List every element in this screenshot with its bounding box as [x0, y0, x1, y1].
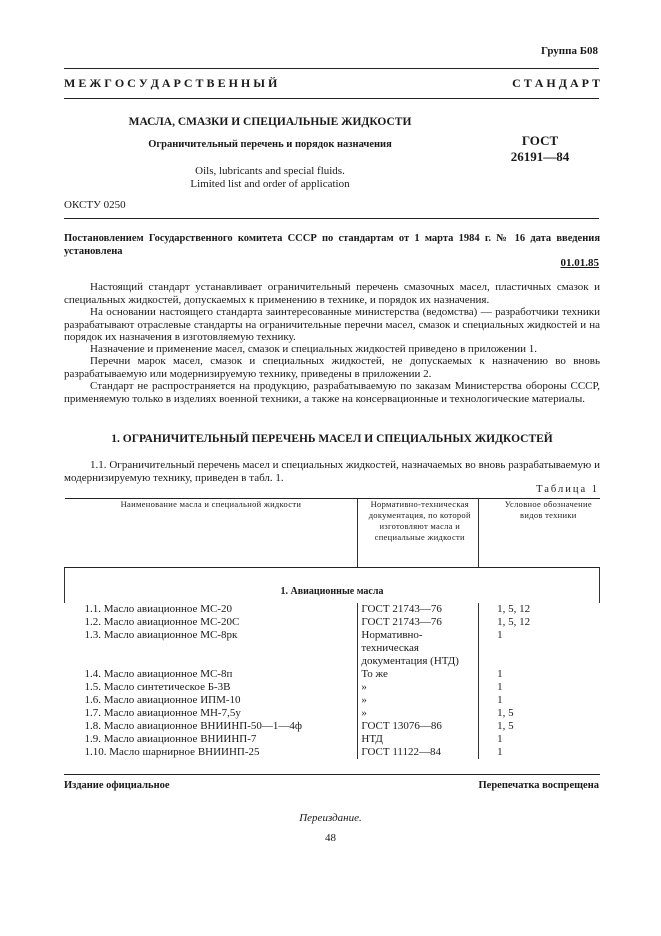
reprint-notice: Перепечатка воспрещена [478, 780, 599, 791]
cell-document: То же [358, 668, 479, 681]
table-caption: Таблица 1 [536, 484, 599, 495]
table-row [65, 733, 600, 746]
paragraph: Настоящий стандарт устанавливает ограничительный перечень смазочных масел, пластичных смазок и специальных жидкостей, допускаемых к применению в технике, и порядок их назначения. [64, 281, 600, 306]
cell-code: 1, 5, 12 [497, 603, 531, 615]
cell-name: 1.4. Масло авиационное МС-8п [84, 668, 233, 680]
cell-code: 1 [497, 694, 503, 706]
lubricants-table [64, 498, 600, 759]
cell-document: ГОСТ 11122—84 [358, 746, 479, 759]
cell-name: 1.3. Масло авиационное МС-8рк [84, 629, 238, 641]
standard-title: МАСЛА, СМАЗКИ И СПЕЦИАЛЬНЫЕ ЖИДКОСТИ [128, 116, 412, 128]
cell-document: » [358, 694, 479, 707]
paragraph: Перечни марок масел, смазок и специальных жидкостей, не допускаемых к назначению во вновь разрабатываемую или модернизируемую технику, приведены в приложении 2. [64, 355, 600, 380]
standard-subtitle: Ограничительный перечень и порядок назначения [148, 139, 392, 150]
cell-code: 1, 5 [497, 720, 514, 732]
gost-number: 26191—84 [510, 149, 570, 164]
english-title [110, 165, 430, 191]
column-header-name: Наименование масла и специальной жидкости [65, 499, 358, 568]
page-number: 48 [325, 832, 336, 844]
cell-document: Нормативно-техническая документация (НТД) [358, 629, 479, 668]
table-group-row [65, 568, 600, 604]
paragraph: Стандарт не распространяется на продукцию, разрабатываемую по заказам Министерства обороны СССР, применяемую только в изделиях военной техники, а также на консервационные и технологические материалы. [64, 380, 600, 405]
column-header-document: Нормативно-техническая документация, по которой изготовляют масла и специальные жидкости [358, 499, 479, 568]
cell-name: 1.5. Масло синтетическое Б-3В [84, 681, 231, 693]
table-row [65, 603, 600, 616]
cell-name: 1.2. Масло авиационное МС-20С [84, 616, 240, 628]
cell-name: 1.6. Масло авиационное ИПМ-10 [84, 694, 241, 706]
cell-name: 1.9. Масло авиационное ВНИИНП-7 [84, 733, 257, 745]
okstu-rule [64, 218, 599, 219]
table-row [65, 694, 600, 707]
cell-code: 1 [497, 681, 503, 693]
group-code: Группа Б08 [541, 45, 598, 57]
cell-code: 1 [497, 733, 503, 745]
table-row [65, 668, 600, 681]
cell-name: 1.7. Масло авиационное МН-7,5у [84, 707, 241, 719]
banner-word-standard: С Т А Н Д А Р Т [512, 76, 600, 90]
table-row [65, 720, 600, 733]
cell-name: 1.8. Масло авиационное ВНИИНП-50—1—4ф [84, 720, 303, 732]
cell-document: ГОСТ 21743—76 [358, 616, 479, 629]
reissue-note: Переиздание. [299, 812, 362, 824]
cell-document: ГОСТ 21743—76 [358, 603, 479, 616]
column-header-code: Условное обозначение видов техники [479, 499, 600, 568]
cell-code: 1 [497, 629, 503, 641]
paragraph: На основании настоящего стандарта заинтересованные министерства (ведомства) — разработчики техники разрабатывают отраслевые стандарты на ограничительные перечни масел, смазок и специальных жидкостей и на порядок их назначения в изготовляемую технику. [64, 306, 600, 343]
cell-code: 1 [497, 668, 503, 680]
cell-document: » [358, 681, 479, 694]
section-heading: 1. ОГРАНИЧИТЕЛЬНЫЙ ПЕРЕЧЕНЬ МАСЕЛ И СПЕЦИАЛЬНЫХ ЖИДКОСТЕЙ [111, 433, 553, 445]
cell-name: 1.10. Масло шарнирное ВНИИНП-25 [84, 746, 260, 758]
gost-label: ГОСТ [521, 133, 559, 148]
english-title-line: Oils, lubricants and special fluids. [195, 165, 345, 177]
cell-document: » [358, 707, 479, 720]
standard-banner [64, 76, 600, 91]
table-row [65, 681, 600, 694]
cell-code: 1, 5, 12 [497, 616, 531, 628]
decree-text: Постановлением Государственного комитета СССР по стандартам от 1 марта 1984 г. № 16 дата введения установлена [64, 233, 600, 257]
group-title: 1. Авиационные масла [65, 568, 600, 604]
gost-designation [480, 133, 600, 165]
table-body [65, 603, 600, 759]
table-row [65, 616, 600, 629]
top-rule [64, 68, 599, 69]
table-row [65, 707, 600, 720]
cell-code: 1 [497, 746, 503, 758]
table-header-row [65, 499, 600, 568]
cell-name: 1.1. Масло авиационное МС-20 [84, 603, 232, 615]
english-title-line: Limited list and order of application [190, 178, 350, 190]
effective-date: 01.01.85 [560, 257, 599, 269]
table-row [65, 746, 600, 759]
paragraph: Назначение и применение масел, смазок и специальных жидкостей приведено в приложении 1. [90, 343, 538, 355]
cell-document: ГОСТ 13076—86 [358, 720, 479, 733]
official-edition: Издание официальное [64, 780, 170, 791]
okstu-code: ОКСТУ 0250 [64, 199, 126, 211]
footer-rule [64, 774, 600, 775]
banner-rule [64, 98, 599, 99]
section-intro: 1.1. Ограничительный перечень масел и специальных жидкостей, назначаемых во вновь разрабатываемую и модернизируемую технику, приведен в табл. 1. [64, 459, 600, 484]
table-row [65, 629, 600, 668]
cell-document: НТД [358, 733, 479, 746]
banner-word-interstate: М Е Ж Г О С У Д А Р С Т В Е Н Н Ы Й [64, 76, 278, 90]
cell-code: 1, 5 [497, 707, 514, 719]
